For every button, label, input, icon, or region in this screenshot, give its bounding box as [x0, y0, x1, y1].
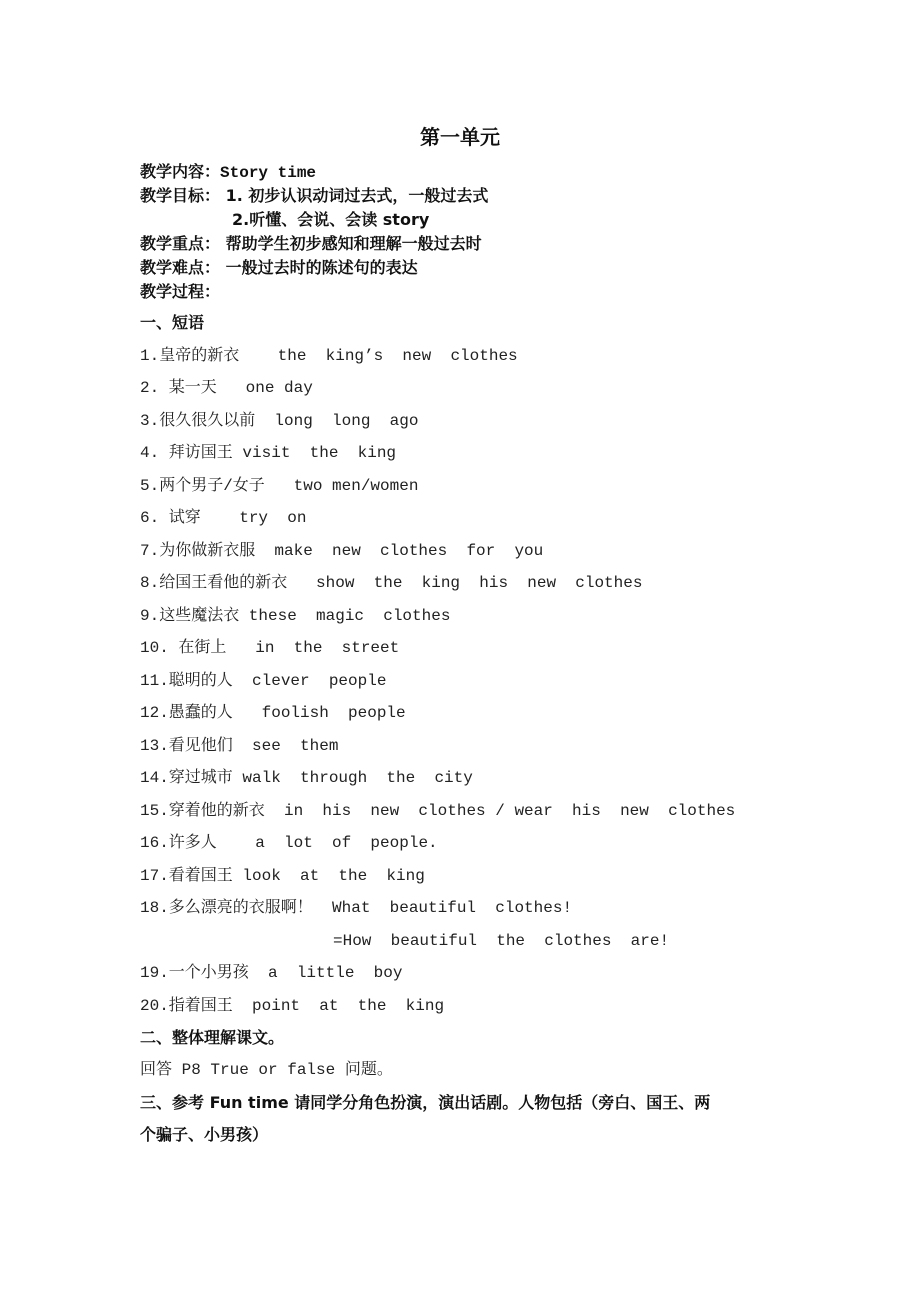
phrase-item: 1.皇帝的新衣 the king’s new clothes [140, 347, 518, 365]
teaching-goal-1: 1. 初步认识动词过去式，一般过去式 [220, 186, 489, 205]
phrase-item: 5.两个男子/女子 two men/women [140, 477, 419, 495]
teaching-content-label: 教学内容： [140, 162, 221, 181]
phrase-item: 16.许多人 a lot of people. [140, 834, 438, 852]
phrase-item: 14.穿过城市 walk through the city [140, 769, 473, 787]
phrase-item-continuation: =How beautiful the clothes are! [333, 932, 670, 950]
teaching-difficulty-value: 一般过去时的陈述句的表达 [220, 258, 418, 277]
phrase-item: 15.穿着他的新衣 in his new clothes / wear his new clothes [140, 802, 736, 820]
teaching-difficulty-label: 教学难点： [140, 258, 221, 277]
teaching-focus-line [140, 234, 482, 254]
phrase-item: 17.看着国王 look at the king [140, 867, 425, 885]
teaching-focus-value: 帮助学生初步感知和理解一般过去时 [220, 234, 482, 253]
phrase-item: 4. 拜访国王 visit the king [140, 444, 397, 462]
section-3-heading: 三、参考 Fun time 请同学分角色扮演，演出话剧。人物包括（旁白、国王、两 [140, 1093, 711, 1112]
section-2-heading: 二、整体理解课文。 [140, 1028, 285, 1047]
teaching-content-line [140, 162, 316, 183]
phrase-item: 2. 某一天 one day [140, 379, 313, 397]
phrase-item: 9.这些魔法衣 these magic clothes [140, 607, 451, 625]
section-3-heading-cont: 个骗子、小男孩） [140, 1125, 269, 1144]
page-title: 第一单元 [420, 125, 500, 149]
phrase-item: 19.一个小男孩 a little boy [140, 964, 403, 982]
phrase-item: 3.很久很久以前 long long ago [140, 412, 419, 430]
section-1-heading: 一、短语 [140, 313, 205, 332]
phrase-item: 7.为你做新衣服 make new clothes for you [140, 542, 544, 560]
teaching-focus-label: 教学重点： [140, 234, 221, 253]
phrase-item: 11.聪明的人 clever people [140, 672, 387, 690]
phrase-item: 13.看见他们 see them [140, 737, 339, 755]
teaching-goal-2: 2.听懂、会说、会读 story [232, 210, 430, 229]
teaching-difficulty-line [140, 258, 418, 278]
teaching-goal-label: 教学目标： [140, 186, 221, 205]
section-2-text: 回答 P8 True or false 问题。 [140, 1061, 393, 1079]
phrase-item: 6. 试穿 try on [140, 509, 307, 527]
phrase-item: 8.给国王看他的新衣 show the king his new clothes [140, 574, 643, 592]
teaching-goal-line [140, 186, 488, 206]
teaching-content-value: Story time [220, 164, 317, 182]
phrase-item: 12.愚蠢的人 foolish people [140, 704, 406, 722]
phrase-item: 10. 在街上 in the street [140, 639, 400, 657]
phrase-item: 18.多么漂亮的衣服啊！ What beautiful clothes! [140, 899, 573, 917]
phrase-item: 20.指着国王 point at the king [140, 997, 445, 1015]
teaching-process-label: 教学过程： [140, 282, 221, 301]
